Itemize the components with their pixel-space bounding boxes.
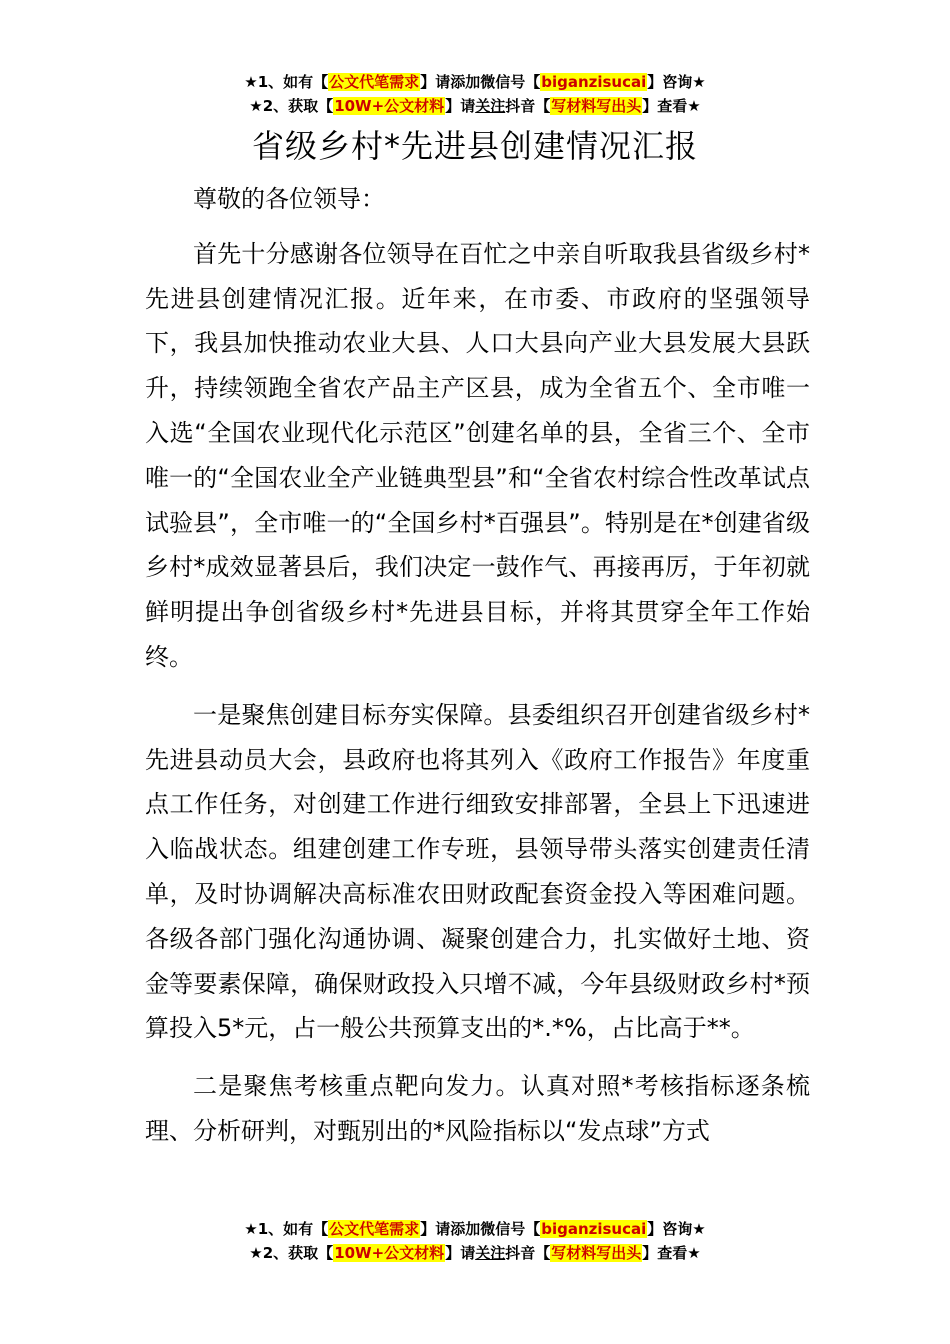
banner-text: ★2、获取【 — [249, 97, 334, 115]
document-body — [145, 177, 810, 1167]
banner-highlight: biganzisucai — [541, 73, 647, 91]
banner-text: 抖音【 — [505, 1244, 551, 1262]
paragraph-intro: 首先十分感谢各位领导在百忙之中亲自听取我县省级乡村*先进县创建情况汇报。近年来，在市委、市政府的坚强领导下，我县加快推动农业大县、人口大县向产业大县发展大县跃升，持续领跑全省农产品主产区县，成为全省五个、全市唯一入选“全国农业现代化示范区”创建名单的县，全省三个、全市唯一的“全国农业全产业链典型县”和“全省农村综合性改革试点试验县”，全市唯一的“全国乡村*百强县”。特别是在*创建省级乡村*成效显著县后，我们决定一鼓作气、再接再厉，于年初就鲜明提出争创省级乡村*先进县目标，并将其贯穿全年工作始终。 — [145, 239, 810, 671]
banner-text: 】请添加微信号【 — [420, 1220, 541, 1238]
banner-line-1 — [0, 1217, 950, 1241]
banner-highlight: 写材料写出头 — [551, 1244, 642, 1262]
banner-highlight: 10W+公文材料 — [334, 97, 445, 115]
banner-highlight: 10W+公文材料 — [334, 1244, 445, 1262]
banner-text: ★1、如有【 — [244, 73, 329, 91]
banner-underlined: 关注 — [475, 97, 506, 115]
footer-banner — [0, 1217, 950, 1265]
salutation: 尊敬的各位领导： — [193, 185, 385, 213]
banner-line-2 — [0, 94, 950, 118]
banner-text: 】查看★ — [642, 1244, 701, 1262]
banner-line-2 — [0, 1241, 950, 1265]
banner-text: 】咨询★ — [647, 73, 706, 91]
document-title: 省级乡村*先进县创建情况汇报 — [251, 127, 698, 165]
banner-text: 】请添加微信号【 — [420, 73, 541, 91]
banner-highlight: 公文代笔需求 — [329, 1220, 420, 1238]
banner-underlined: 关注 — [475, 1244, 506, 1262]
paragraph-point-1: 一是聚焦创建目标夯实保障。县委组织召开创建省级乡村*先进县动员大会，县政府也将其列入《政府工作报告》年度重点工作任务，对创建工作进行细致安排部署，全县上下迅速进入临战状态。组建创建工作专班，县领导带头落实创建责任清单，及时协调解决高标准农田财政配套资金投入等困难问题。各级各部门强化沟通协调、凝聚创建合力，扎实做好土地、资金等要素保障，确保财政投入只增不减，今年县级财政乡村*预算投入5*元，占一般公共预算支出的*.*%，占比高于**。 — [145, 700, 810, 1043]
banner-highlight: 公文代笔需求 — [329, 73, 420, 91]
banner-highlight: biganzisucai — [541, 1220, 647, 1238]
banner-text: 抖音【 — [505, 97, 551, 115]
banner-line-1 — [0, 70, 950, 94]
paragraph-point-2: 二是聚焦考核重点靶向发力。认真对照*考核指标逐条梳理、分析研判，对甄别出的*风险指标以“发点球”方式 — [145, 1072, 810, 1145]
banner-text: 】查看★ — [642, 97, 701, 115]
banner-highlight: 写材料写出头 — [551, 97, 642, 115]
banner-text: ★1、如有【 — [244, 1220, 329, 1238]
banner-text: 】请 — [445, 1244, 476, 1262]
banner-text: 】咨询★ — [647, 1220, 706, 1238]
banner-text: ★2、获取【 — [249, 1244, 334, 1262]
banner-text: 】请 — [445, 97, 476, 115]
header-banner — [0, 70, 950, 118]
